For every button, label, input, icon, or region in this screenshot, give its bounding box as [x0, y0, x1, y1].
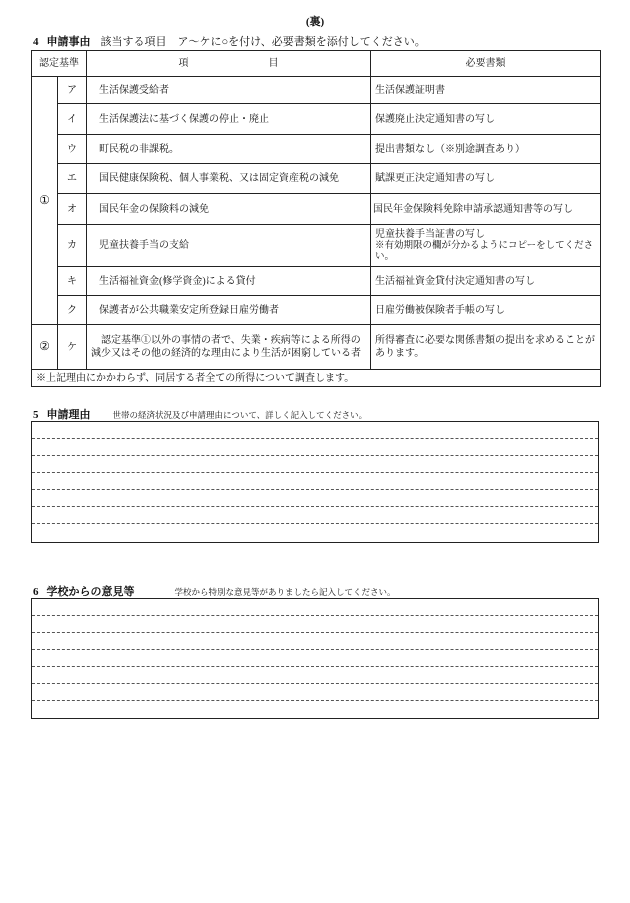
row-item: 児童扶養手当の支給: [87, 225, 371, 267]
table-row: [32, 194, 601, 225]
row-docs: 児童扶養手当証書の写し: [375, 228, 485, 240]
section4-heading: [33, 33, 426, 49]
criteria-table: [31, 50, 601, 387]
row-docs: 生活保護証明書: [371, 77, 601, 104]
dashed-line: [32, 490, 598, 507]
reason-write-box: [31, 421, 599, 543]
table-row: [32, 164, 601, 194]
table-row: [32, 267, 601, 296]
dashed-line: [32, 633, 598, 650]
row-docs: 国民年金保険料免除申請承認通知書等の写し: [371, 194, 601, 225]
row-letter: オ: [58, 194, 87, 225]
row-docs-note: ※有効期限の欄が分かるようにコピーをしてください。: [375, 240, 594, 262]
section6-title: 学校からの意見等: [46, 586, 135, 598]
row-letter: ア: [58, 77, 87, 104]
row-docs: 生活福祉資金貸付決定通知書の写し: [371, 267, 601, 296]
row-docs-cell: [371, 225, 601, 267]
row-item: 町民税の非課税。: [87, 135, 371, 164]
section4-instruction: 該当する項目 ア〜ケに○を付け、必要書類を添付してください。: [100, 36, 426, 48]
dashed-line: [32, 684, 598, 701]
dashed-line: [32, 439, 598, 456]
section4-number: 4: [33, 36, 39, 48]
header-criteria: 認定基準: [32, 51, 87, 77]
row-docs: 保護廃止決定通知書の写し: [371, 104, 601, 135]
table-row: [32, 296, 601, 325]
row-item: 生活保護法に基づく保護の停止・廃止: [87, 104, 371, 135]
section4-title: 申請事由: [46, 36, 91, 48]
row-item: 保護者が公共職業安定所登録日雇労働者: [87, 296, 371, 325]
row-letter: イ: [58, 104, 87, 135]
group-mark: ①: [32, 77, 58, 325]
dashed-line: [32, 616, 598, 633]
row-item: 国民健康保険税、個人事業税、又は固定資産税の減免: [87, 164, 371, 194]
section6-instruction: 学校から特別な意見等がありましたら記入してください。: [174, 587, 396, 597]
header-item: 項 目: [87, 51, 371, 77]
row-letter: カ: [58, 225, 87, 267]
dashed-line: [32, 650, 598, 667]
row-letter: キ: [58, 267, 87, 296]
table-row: [32, 325, 601, 370]
section6-number: 6: [33, 586, 39, 598]
row-letter: ケ: [58, 325, 87, 370]
section5-number: 5: [33, 409, 39, 421]
row-docs: 日雇労働被保険者手帳の写し: [371, 296, 601, 325]
dashed-line: [32, 473, 598, 490]
section5-heading: [33, 406, 367, 422]
row-letter: エ: [58, 164, 87, 194]
header-docs: 必要書類: [371, 51, 601, 77]
row-item: 国民年金の保険料の減免: [87, 194, 371, 225]
dashed-line: [32, 599, 598, 616]
row-item: 生活保護受給者: [87, 77, 371, 104]
table-row: [32, 77, 601, 104]
row-docs: 提出書類なし（※別途調査あり）: [371, 135, 601, 164]
row-letter: ク: [58, 296, 87, 325]
dashed-line: [32, 667, 598, 684]
dashed-line: [32, 456, 598, 473]
survey-note: ※上記理由にかかわらず、同居する者全ての所得について調査します。: [32, 370, 601, 387]
row-item: 生活福祉資金(修学資金)による貸付: [87, 267, 371, 296]
row-docs: 所得審査に必要な関係書類の提出を求めることがあります。: [371, 325, 601, 370]
table-row: [32, 225, 601, 267]
table-row: [32, 135, 601, 164]
dashed-line: [32, 422, 598, 439]
dashed-line: [32, 507, 598, 524]
row-docs: 賦課更正決定通知書の写し: [371, 164, 601, 194]
row-item: 認定基準①以外の事情の者で、失業・疾病等による所得の減少又はその他の経済的な理由により生活が困窮している者: [87, 325, 371, 370]
group-mark: ②: [32, 325, 58, 370]
page-title: (裏): [305, 16, 325, 28]
section5-instruction: 世帯の経済状況及び申請理由について、詳しく記入してください。: [112, 410, 368, 420]
table-header-row: [32, 51, 601, 77]
table-note-row: [32, 370, 601, 387]
section5-title: 申請理由: [46, 409, 91, 421]
table-row: [32, 104, 601, 135]
section6-heading: [33, 583, 396, 599]
row-letter: ウ: [58, 135, 87, 164]
school-opinion-write-box: [31, 598, 599, 719]
